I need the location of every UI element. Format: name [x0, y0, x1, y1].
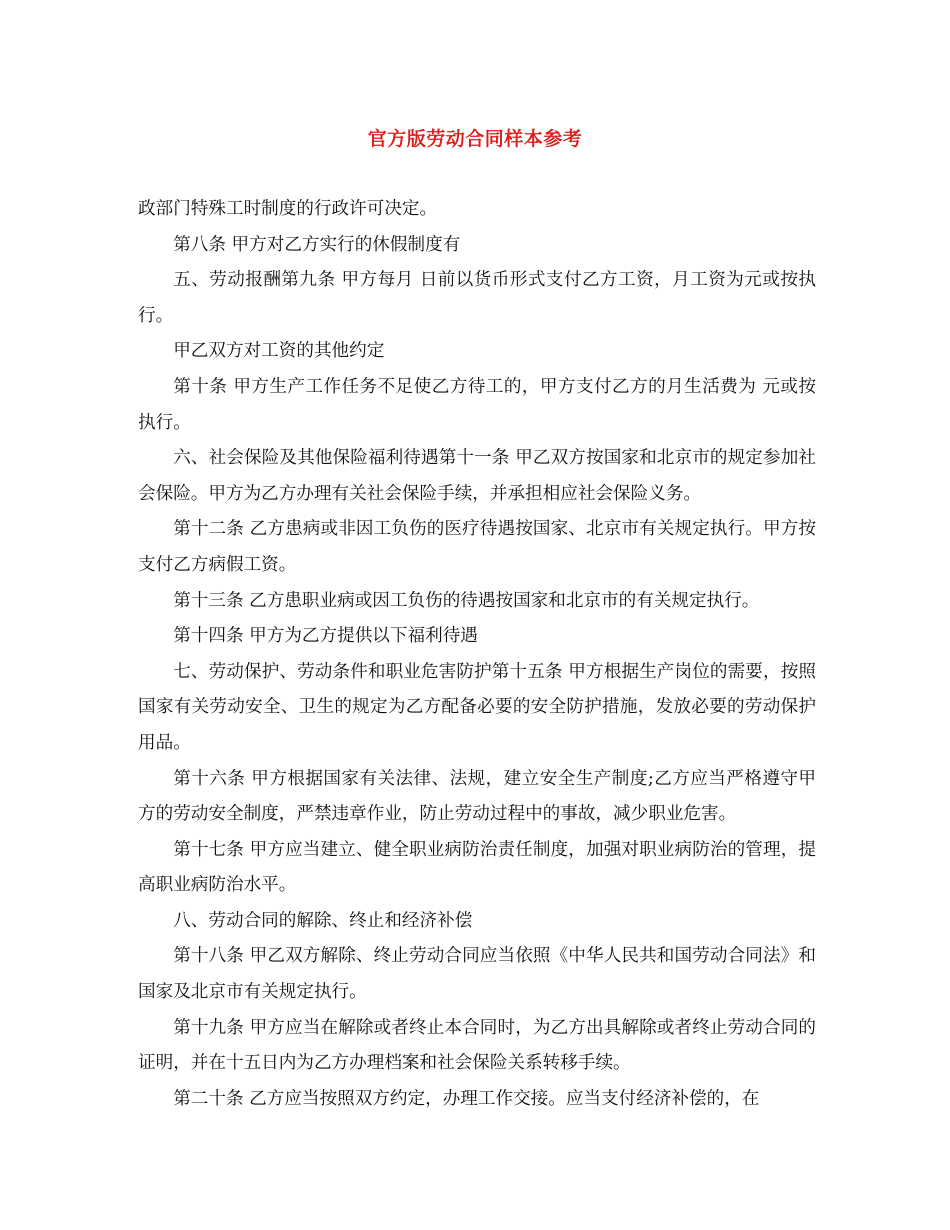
paragraph: 第十九条 甲方应当在解除或者终止本合同时，为乙方出具解除或者终止劳动合同的证明，并在十五日内为乙方办理档案和社会保险关系转移手续。 — [138, 1017, 816, 1074]
paragraph: 第十三条 乙方患职业病或因工负伤的待遇按国家和北京市的有关规定执行。 — [173, 590, 760, 611]
paragraph: 第十四条 甲方为乙方提供以下福利待遇 — [173, 626, 478, 647]
paragraph: 五、劳动报酬第九条 甲方每月 日前以货币形式支付乙方工资，月工资为元或按执行。 — [138, 270, 816, 326]
paragraph: 八、劳动合同的解除、终止和经济补偿 — [173, 910, 473, 931]
document-title: 官方版劳动合同样本参考 — [367, 128, 583, 150]
document-body — [138, 192, 816, 1117]
paragraph: 第十六条 甲方根据国家有关法律、法规，建立安全生产制度;乙方应当严格遵守甲方的劳动安全制度，严禁违章作业，防止劳动过程中的事故，减少职业危害。 — [138, 768, 816, 825]
paragraph: 甲乙双方对工资的其他约定 — [173, 341, 385, 362]
paragraph: 第十八条 甲乙双方解除、终止劳动合同应当依照《中华人民共和国劳动合同法》和国家及北京市有关规定执行。 — [138, 946, 816, 1003]
paragraph: 第二十条 乙方应当按照双方约定，办理工作交接。应当支付经济补偿的，在 — [173, 1088, 760, 1109]
paragraph: 六、社会保险及其他保险福利待遇第十一条 甲乙双方按国家和北京市的规定参加社会保险。甲方为乙方办理有关社会保险手续，并承担相应社会保险义务。 — [138, 448, 816, 504]
paragraph: 第十条 甲方生产工作任务不足使乙方待工的，甲方支付乙方的月生活费为 元或按执行。 — [138, 376, 816, 433]
paragraph: 政部门特殊工时制度的行政许可决定。 — [138, 199, 438, 219]
paragraph: 第八条 甲方对乙方实行的休假制度有 — [173, 234, 461, 255]
paragraph: 第十七条 甲方应当建立、健全职业病防治责任制度，加强对职业病防治的管理，提高职业病防治水平。 — [138, 839, 816, 896]
paragraph: 七、劳动保护、劳动条件和职业危害防护第十五条 甲方根据生产岗位的需要，按照国家有关劳动安全、卫生的规定为乙方配备必要的安全防护措施，发放必要的劳动保护用品。 — [138, 661, 816, 753]
paragraph: 第十二条 乙方患病或非因工负伤的医疗待遇按国家、北京市有关规定执行。甲方按支付乙方病假工资。 — [138, 519, 816, 575]
